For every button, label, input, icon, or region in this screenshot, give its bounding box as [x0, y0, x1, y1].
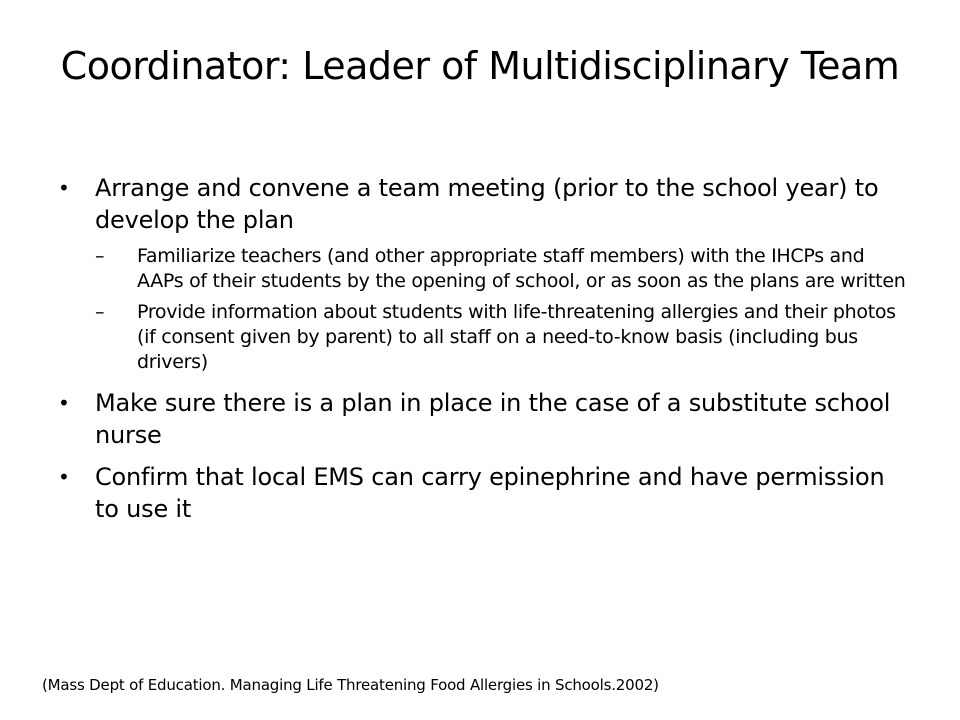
bullet-text: Make sure there is a plan in place in the case of a substitute school nurse	[95, 389, 891, 449]
sub-bullet-item	[95, 244, 908, 294]
slide-title: Coordinator: Leader of Multidisciplinary Team	[60, 44, 900, 88]
bullet-item	[58, 461, 908, 525]
bullet-marker: •	[58, 176, 70, 200]
citation: (Mass Dept of Education. Managing Life Threatening Food Allergies in Schools.2002)	[42, 676, 659, 694]
sub-bullet-list	[58, 244, 908, 375]
slide-content	[58, 172, 908, 535]
bullet-text: Confirm that local EMS can carry epinephrine and have permission to use it	[95, 463, 885, 523]
dash-marker: –	[95, 245, 105, 267]
bullet-marker: •	[58, 465, 70, 489]
bullet-text: Arrange and convene a team meeting (prior to the school year) to develop the plan	[95, 174, 879, 234]
dash-marker: –	[95, 301, 105, 323]
sub-bullet-text: Provide information about students with life-threatening allergies and their photos (if consent given by parent) to all staff on a need-to-know basis (including bus drivers)	[137, 301, 896, 373]
bullet-marker: •	[58, 391, 70, 415]
bullet-item	[58, 172, 908, 236]
sub-bullet-item	[95, 300, 908, 375]
sub-bullet-text: Familiarize teachers (and other appropriate staff members) with the IHCPs and AAPs of their students by the opening of school, or as soon as the plans are written	[137, 245, 906, 292]
bullet-item	[58, 387, 908, 451]
